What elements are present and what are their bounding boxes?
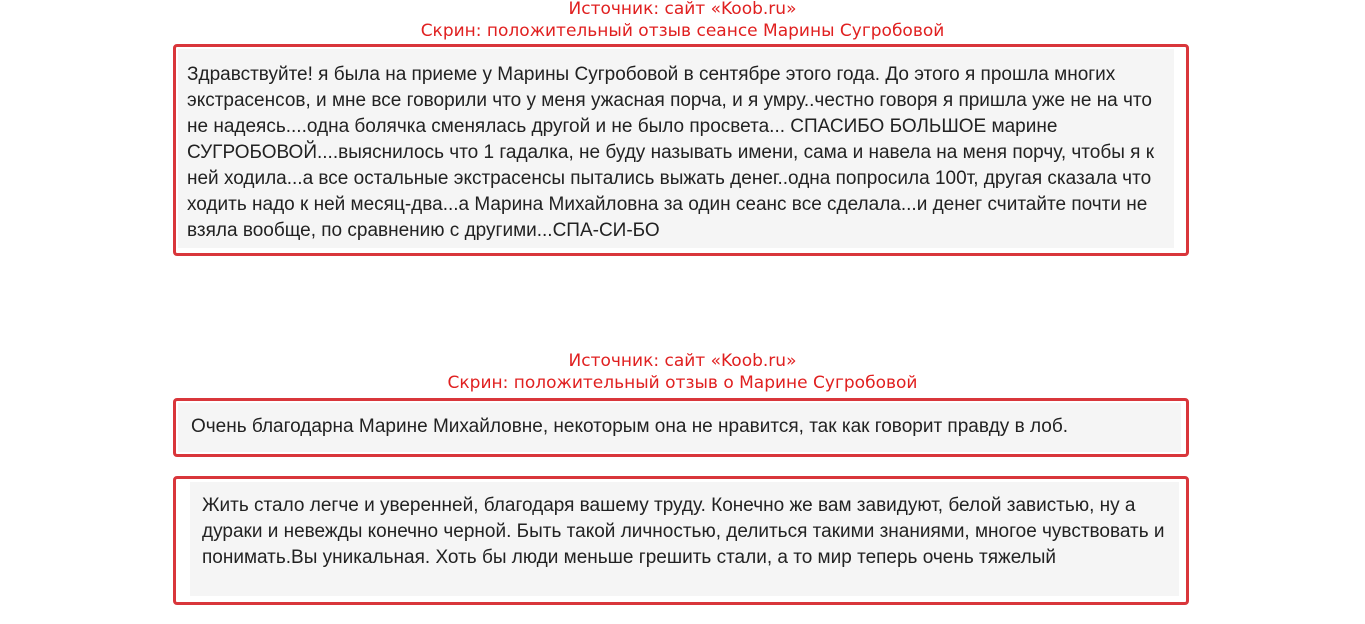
review-card-3: [190, 482, 1179, 596]
review-frame-3: [173, 476, 1189, 605]
review-text-2: Очень благодарна Марине Михайловне, некоторым она не нравится, так как говорит правду в лоб.: [191, 416, 1068, 437]
review-card-2: [178, 403, 1181, 452]
source-label: Источник: сайт «Koob.ru»: [568, 351, 797, 371]
review-frame-1: [173, 44, 1189, 256]
screenshot-caption: Скрин: положительный отзыв сеансе Марины Сугробовой: [420, 21, 945, 41]
screenshot-caption: Скрин: положительный отзыв о Марине Сугробовой: [447, 373, 918, 393]
review-text-1: Здравствуйте! я была на приеме у Марины Сугробовой в сентябре этого года. До этого я прошла многих экстрасенсов, и мне все говорили что у меня ужасная порча, и я умру..честно говоря я пришла уже не на что не надеясь....одна болячка сменялась другой и не было просвета... СПАСИБО БОЛЬШОЕ марине СУГРОБОВОЙ....выяснилось что 1 гадалка, не буду называть имени, сама и навела на меня порчу, чтобы я к ней ходила...а все остальные экстрасенсы пытались выжать денег..одна попросила 100т, другая сказала что ходить надо к ней месяц-два...а Марина Михайловна за один сеанс все сделала...и денег считайте почти не взяла вообще, по сравнению с другими...СПА-СИ-БО: [187, 64, 1155, 241]
caption-block-2: [0, 350, 1365, 394]
caption-block-1: [0, 0, 1365, 42]
source-label: Источник: сайт «Koob.ru»: [568, 0, 797, 19]
review-card-1: [178, 49, 1174, 248]
review-frame-2: [173, 398, 1189, 457]
review-text-3: Жить стало легче и уверенней, благодаря вашему труду. Конечно же вам завидуют, белой завистью, ну а дураки и невежды конечно черной. Быть такой личностью, делиться такими знаниями, многое чувствовать и понимать.Вы уникальная. Хоть бы люди меньше грешить стали, а то мир теперь очень тяжелый: [202, 495, 1165, 568]
